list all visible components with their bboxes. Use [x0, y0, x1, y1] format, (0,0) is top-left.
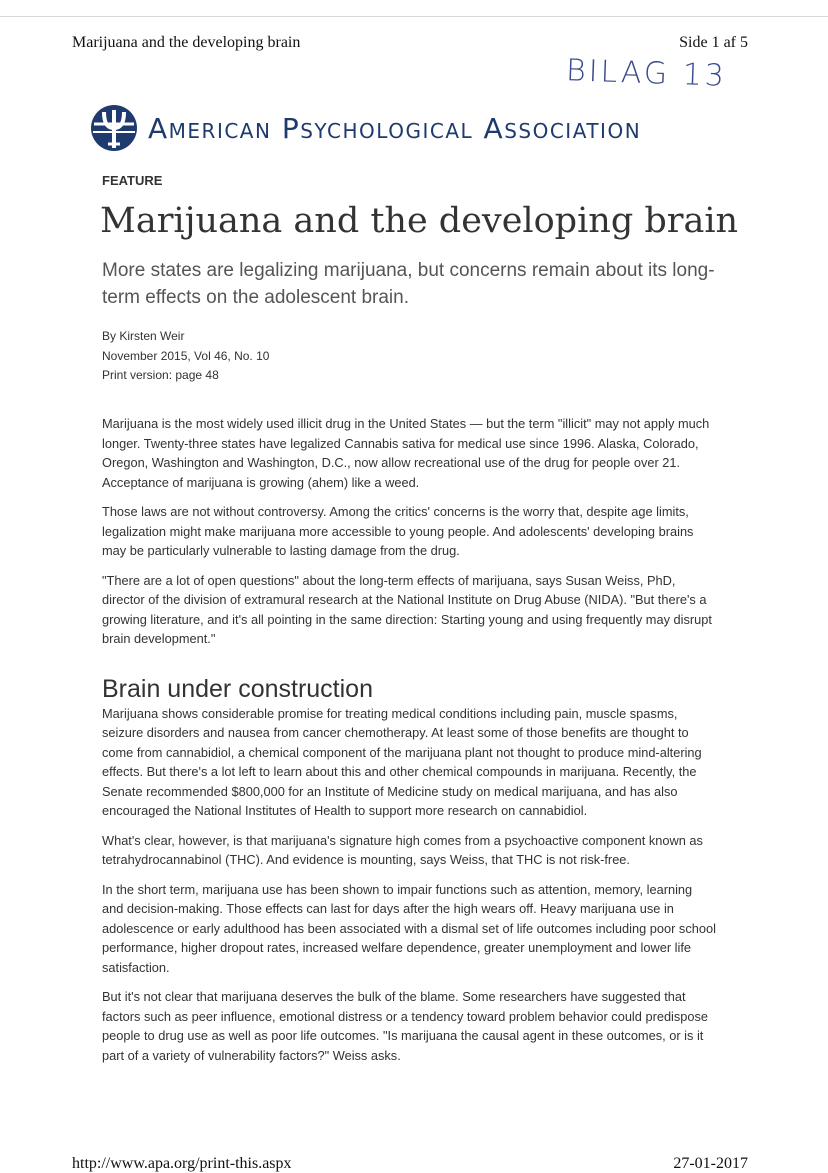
organization-name: American Psychological Association: [148, 111, 642, 145]
article-paragraph: Marijuana shows considerable promise for treating medical conditions including pain, muscle spasms, seizure disorders and nausea from cancer chemotherapy. At least some of those benefits are thought to come from cannabidiol, a chemical component of the marijuana plant not thought to produce mind-altering effects. But there's a lot left to learn about this and other chemical compounds in marijuana. Recently, the Senate recommended $800,000 for an Institute of Medicine study on medical marijuana, and has also encouraged the National Institutes of Health to support more research on cannabidiol.: [102, 705, 702, 818]
article-paragraph: Those laws are not without controversy. Among the critics' concerns is the worry that, despite age limits, legalization might make marijuana more accessible to young people. And adolescents' developing brains may be particularly vulnerable to lasting damage from the drug.: [102, 504, 694, 558]
article-paragraph: "There are a lot of open questions" about the long-term effects of marijuana, says Susan Weiss, PhD, director of the division of extramural research at the National Institute on Drug Abuse (NIDA). "But there's a growing literature, and it's all pointing in the same direction: Starting young and using frequently may disrupt brain development.": [102, 572, 712, 646]
article-kicker: FEATURE: [102, 173, 163, 188]
handwritten-annotation: BILAG 13: [565, 53, 728, 94]
apa-header: [90, 104, 641, 152]
article-paragraph: In the short term, marijuana use has been shown to impair functions such as attention, memory, learning and decision-making. Those effects can last for days after the high wears off. Heavy marijuana use in adolescence or early adulthood has been associated with a dismal set of life outcomes including poor school performance, higher dropout rates, increased welfare dependence, greater unemployment and lower life satisfaction.: [102, 881, 716, 975]
byline: [102, 327, 269, 386]
article-subtitle: More states are legalizing marijuana, but concerns remain about its long-term effects on the adolescent brain.: [102, 260, 715, 308]
article-body: [102, 414, 716, 1075]
top-rule: [0, 16, 828, 17]
byline-issue: November 2015, Vol 46, No. 10: [102, 348, 270, 363]
apa-logo-icon: [90, 104, 138, 152]
byline-author: By Kirsten Weir: [102, 329, 185, 343]
byline-print-version: Print version: page 48: [102, 368, 219, 382]
section-heading: Brain under construction: [102, 674, 373, 703]
print-header-page-number: Side 1 af 5: [679, 34, 748, 51]
article-paragraph: What's clear, however, is that marijuana's signature high comes from a psychoactive component known as tetrahydrocannabinol (THC). And evidence is mounting, says Weiss, that THC is not risk-free.: [102, 832, 703, 867]
footer-date: 27-01-2017: [673, 1155, 748, 1172]
article-title: Marijuana and the developing brain: [100, 201, 739, 241]
print-header-title: Marijuana and the developing brain: [72, 34, 301, 51]
article-paragraph: But it's not clear that marijuana deserves the bulk of the blame. Some researchers have suggested that factors such as peer influence, emotional distress or a tendency toward problem behavior could predispose people to drug use as well as poor life outcomes. "Is marijuana the causal agent in these outcomes, or is it part of a variety of vulnerability factors?" Weiss asks.: [102, 989, 709, 1063]
footer-url: http://www.apa.org/print-this.aspx: [72, 1155, 292, 1172]
article-paragraph: Marijuana is the most widely used illicit drug in the United States — but the term "illicit" may not apply much longer. Twenty-three states have legalized Cannabis sativa for medical use since 1996. Alaska, Colorado, Oregon, Washington and Washington, D.C., now allow recreational use of the drug for people over 21. Acceptance of marijuana is growing (ahem) like a weed.: [102, 416, 710, 490]
